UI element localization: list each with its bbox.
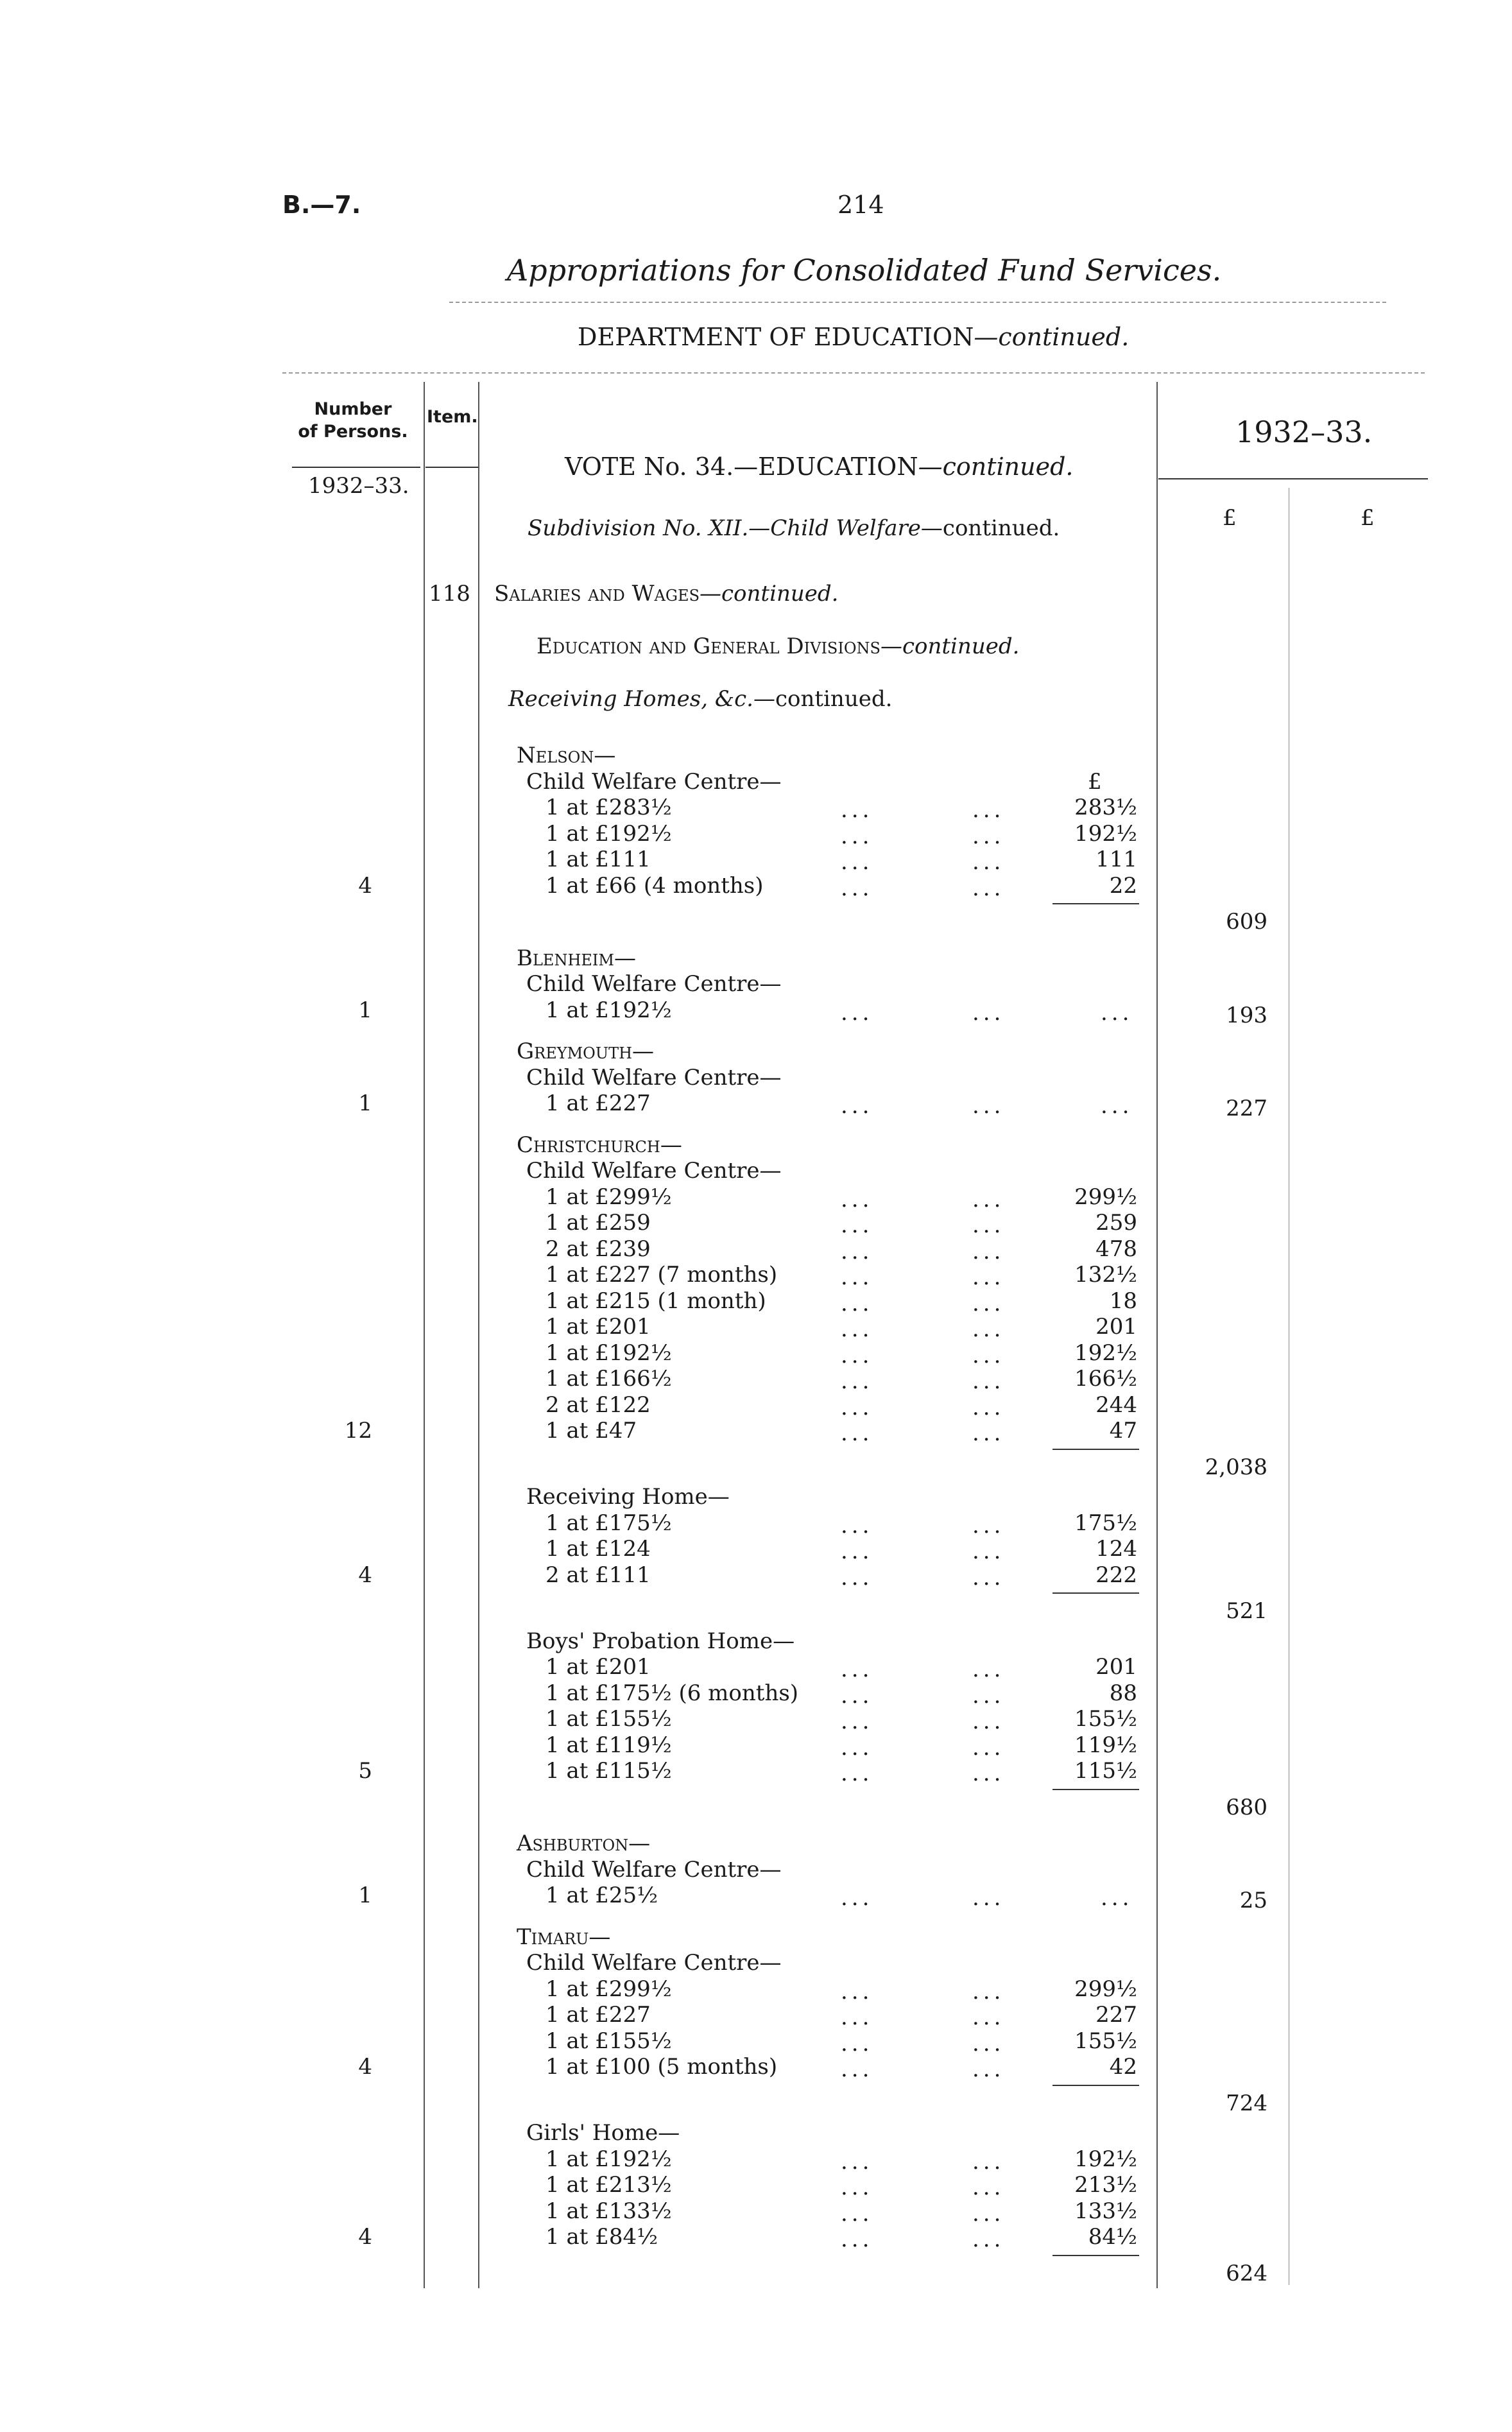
year-header-rule <box>1158 478 1428 479</box>
rate-entry: 2 at £239 <box>546 1236 651 1262</box>
rate-entry: 1 at £192½ <box>546 1340 672 1366</box>
leader-dots: ... <box>972 2005 1005 2030</box>
total-value: 624 <box>1226 2260 1267 2286</box>
leader-dots: ... <box>841 1512 873 1539</box>
subtotal-rule <box>1052 1449 1139 1450</box>
document-reference: B.—7. <box>282 191 361 219</box>
leader-dots: ... <box>841 1978 873 2005</box>
place-heading: Timaru— <box>517 1924 611 1950</box>
leader-dots: ... <box>972 849 1005 875</box>
rate-entry: 1 at £47 <box>546 1418 637 1444</box>
item-header-rule <box>425 467 478 468</box>
place-heading: Greymouth— <box>517 1039 655 1064</box>
leader-dots: ... <box>841 823 873 849</box>
rate-entry: 2 at £111 <box>546 1562 651 1588</box>
total-value: 25 <box>1239 1888 1267 1913</box>
leader-dots: ... <box>972 1657 1005 1682</box>
leader-dots: ... <box>972 2030 1005 2057</box>
rate-entry: 1 at £115½ <box>546 1758 672 1784</box>
subtotal-rule <box>1052 2255 1139 2256</box>
leader-dots: ... <box>841 849 873 875</box>
subtotal-rule <box>1052 903 1139 904</box>
leader-dots: ... <box>841 1761 873 1786</box>
amount-value: 222 <box>1095 1562 1137 1588</box>
leader-dots: ... <box>841 1564 873 1591</box>
leader-dots: ... <box>972 2148 1005 2175</box>
rate-entry: 1 at £133½ <box>546 2198 672 2224</box>
subtotal-rule <box>1052 1789 1139 1790</box>
amount-value: 18 <box>1109 1288 1137 1314</box>
rate-entry: 1 at £299½ <box>546 1976 672 2002</box>
total-value: 724 <box>1226 2090 1267 2116</box>
amount-value: 115½ <box>1074 1758 1137 1784</box>
rate-entry: 1 at £192½ <box>546 820 672 847</box>
leader-dots: ... <box>972 1394 1005 1420</box>
group-heading: Receiving Home— <box>526 1484 730 1510</box>
pound-column-1: £ <box>1223 505 1237 531</box>
leader-dots: ... <box>841 1212 873 1238</box>
persons-count: 5 <box>358 1758 372 1784</box>
persons-count: 12 <box>344 1418 372 1444</box>
amount-value: 478 <box>1095 1236 1137 1262</box>
total-value: 680 <box>1226 1794 1267 1820</box>
rate-entry: 1 at £215 (1 month) <box>546 1288 766 1314</box>
total-value: 2,038 <box>1205 1454 1267 1480</box>
leader-dots: ... <box>841 1394 873 1420</box>
leader-dots: ... <box>972 1978 1005 2005</box>
amount-value: 299½ <box>1074 1184 1137 1210</box>
rate-entry: 1 at £25½ <box>546 1883 658 1908</box>
amount-value: 213½ <box>1074 2172 1137 2198</box>
leader-dots: ... <box>972 1290 1005 1316</box>
persons-count: 4 <box>358 872 372 899</box>
leader-dots: ... <box>841 1290 873 1316</box>
amount-value: 119½ <box>1074 1732 1137 1758</box>
subdivision-heading: Subdivision No. XII.—Child Welfare—continued. <box>528 515 1060 541</box>
leader-dots: ... <box>972 2227 1005 2252</box>
leader-dots: ... <box>972 1709 1005 1734</box>
leader-dots: ... <box>972 1885 1005 1911</box>
leader-dots: ... <box>841 797 873 823</box>
group-heading: Child Welfare Centre— <box>526 1158 782 1184</box>
leader-dots: ... <box>1101 1093 1133 1119</box>
leader-dots: ... <box>972 1539 1005 1564</box>
rate-entry: 1 at £201 <box>546 1654 651 1680</box>
leader-dots: ... <box>972 823 1005 849</box>
rate-entry: 1 at £227 <box>546 2002 651 2028</box>
leader-dots: ... <box>972 1093 1005 1119</box>
leader-dots: ... <box>841 1264 873 1290</box>
place-heading: Nelson— <box>517 743 616 768</box>
rate-entry: 2 at £122 <box>546 1392 651 1418</box>
leader-dots: ... <box>972 1264 1005 1290</box>
amount-value: 259 <box>1095 1210 1137 1236</box>
divisions-heading: Education and General Divisions—continued. <box>537 634 1020 659</box>
amount-value: 155½ <box>1074 2028 1137 2054</box>
year-column-header: 1932–33. <box>1235 415 1373 449</box>
amount-value: 283½ <box>1074 795 1137 820</box>
page-title: Appropriations for Consolidated Fund Services. <box>507 253 1222 288</box>
leader-dots: ... <box>972 1564 1005 1591</box>
group-heading: Child Welfare Centre— <box>526 1856 782 1883</box>
amount-value: 124 <box>1095 1536 1137 1562</box>
salaries-heading: Salaries and Wages—continued. <box>494 581 839 607</box>
leader-dots: ... <box>972 875 1005 901</box>
persons-column-year: 1932–33. <box>308 473 409 499</box>
leader-dots: ... <box>972 1238 1005 1264</box>
amount-value: 155½ <box>1074 1706 1137 1732</box>
leader-dots: ... <box>841 1682 873 1709</box>
leader-dots: ... <box>972 1368 1005 1394</box>
rate-entry: 1 at £124 <box>546 1536 651 1562</box>
leader-dots: ... <box>972 999 1005 1026</box>
leader-dots: ... <box>972 797 1005 823</box>
rate-entry: 1 at £175½ <box>546 1510 672 1536</box>
amount-value: 175½ <box>1074 1510 1137 1536</box>
persons-count: 1 <box>358 1091 372 1116</box>
place-heading: Christchurch— <box>517 1132 682 1158</box>
page-number: 214 <box>838 191 884 219</box>
amount-value: 192½ <box>1074 1340 1137 1366</box>
persons-count: 4 <box>358 2224 372 2250</box>
leader-dots: ... <box>972 1734 1005 1761</box>
leader-dots: ... <box>1101 999 1133 1026</box>
persons-column-divider <box>424 382 425 2288</box>
department-rule <box>282 372 1425 374</box>
subtotal-rule <box>1052 1592 1139 1594</box>
amount-value: 132½ <box>1074 1262 1137 1288</box>
group-heading: Child Welfare Centre— <box>526 1064 782 1091</box>
amount-column-pound: £ <box>1088 768 1102 795</box>
total-value: 521 <box>1226 1598 1267 1624</box>
total-value: 227 <box>1226 1096 1267 1121</box>
rate-entry: 1 at £213½ <box>546 2172 672 2198</box>
persons-count: 4 <box>358 1562 372 1588</box>
amount-value: 47 <box>1109 1418 1137 1444</box>
leader-dots: ... <box>972 1212 1005 1238</box>
group-heading: Boys' Probation Home— <box>526 1628 795 1654</box>
leader-dots: ... <box>841 1342 873 1368</box>
persons-count: 4 <box>358 2054 372 2080</box>
leader-dots: ... <box>972 1682 1005 1709</box>
rate-entry: 1 at £299½ <box>546 1184 672 1210</box>
item-column-header: Item. <box>427 407 478 427</box>
leader-dots: ... <box>841 2005 873 2030</box>
amount-value: 42 <box>1109 2054 1137 2080</box>
place-heading: Blenheim— <box>517 945 636 971</box>
rate-entry: 1 at £175½ (6 months) <box>546 1680 799 1706</box>
rate-entry: 1 at £111 <box>546 847 651 872</box>
leader-dots: ... <box>972 1420 1005 1446</box>
rate-entry: 1 at £66 (4 months) <box>546 872 764 899</box>
leader-dots: ... <box>841 875 873 901</box>
leader-dots: ... <box>841 999 873 1026</box>
group-heading: Child Welfare Centre— <box>526 768 782 795</box>
persons-header-rule <box>292 467 420 468</box>
amount-value: 133½ <box>1074 2198 1137 2224</box>
leader-dots: ... <box>841 1420 873 1446</box>
leader-dots: ... <box>841 1539 873 1564</box>
group-heading: Girls' Home— <box>526 2120 680 2146</box>
subtotal-rule <box>1052 2085 1139 2086</box>
amount-value: 22 <box>1109 872 1137 899</box>
amount-value: 201 <box>1095 1314 1137 1340</box>
persons-count: 1 <box>358 997 372 1023</box>
rate-entry: 1 at £283½ <box>546 795 672 820</box>
leader-dots: ... <box>841 2175 873 2200</box>
leader-dots: ... <box>841 1186 873 1212</box>
leader-dots: ... <box>841 1238 873 1264</box>
leader-dots: ... <box>841 1734 873 1761</box>
rate-entry: 1 at £192½ <box>546 2146 672 2172</box>
amount-value: 299½ <box>1074 1976 1137 2002</box>
leader-dots: ... <box>841 1316 873 1342</box>
leader-dots: ... <box>841 1709 873 1734</box>
amount-value: 111 <box>1095 847 1137 872</box>
leader-dots: ... <box>841 1885 873 1911</box>
pound-column-2: £ <box>1361 505 1375 531</box>
title-rule <box>449 302 1386 304</box>
leader-dots: ... <box>972 1342 1005 1368</box>
persons-column-header: Number of Persons. <box>298 399 408 442</box>
amount-column-divider <box>1156 382 1158 2288</box>
leader-dots: ... <box>841 2030 873 2057</box>
amount-value: 88 <box>1109 1680 1137 1706</box>
amount-value: 192½ <box>1074 820 1137 847</box>
total-value: 609 <box>1226 909 1267 935</box>
leader-dots: ... <box>972 1186 1005 1212</box>
amount-value: 84½ <box>1088 2224 1137 2250</box>
department-heading: DEPARTMENT OF EDUCATION—continued. <box>578 323 1130 351</box>
rate-entry: 1 at £155½ <box>546 1706 672 1732</box>
leader-dots: ... <box>841 1368 873 1394</box>
rate-entry: 1 at £201 <box>546 1314 651 1340</box>
amount-value: 166½ <box>1074 1366 1137 1392</box>
rate-entry: 1 at £155½ <box>546 2028 672 2054</box>
amount-value: 244 <box>1095 1392 1137 1418</box>
item-number: 118 <box>429 581 470 607</box>
leader-dots: ... <box>972 1512 1005 1539</box>
amount-value: 192½ <box>1074 2146 1137 2172</box>
rate-entry: 1 at £259 <box>546 1210 651 1236</box>
vote-heading: VOTE No. 34.—EDUCATION—continued. <box>565 453 1074 481</box>
leader-dots: ... <box>1101 1885 1133 1911</box>
leader-dots: ... <box>841 2200 873 2227</box>
group-heading: Child Welfare Centre— <box>526 1950 782 1976</box>
amount-value: 201 <box>1095 1654 1137 1680</box>
persons-count: 1 <box>358 1883 372 1908</box>
leader-dots: ... <box>841 2227 873 2252</box>
leader-dots: ... <box>841 2148 873 2175</box>
rate-entry: 1 at £192½ <box>546 997 672 1023</box>
group-heading: Child Welfare Centre— <box>526 971 782 997</box>
rate-entry: 1 at £100 (5 months) <box>546 2054 778 2080</box>
item-column-divider <box>478 382 479 2288</box>
leader-dots: ... <box>841 1093 873 1119</box>
rate-entry: 1 at £227 <box>546 1091 651 1116</box>
rate-entry: 1 at £119½ <box>546 1732 672 1758</box>
leader-dots: ... <box>972 1761 1005 1786</box>
leader-dots: ... <box>972 2057 1005 2082</box>
total-value: 193 <box>1226 1002 1267 1028</box>
place-heading: Ashburton— <box>517 1831 651 1856</box>
leader-dots: ... <box>841 1657 873 1682</box>
rate-entry: 1 at £84½ <box>546 2224 658 2250</box>
rate-entry: 1 at £166½ <box>546 1366 672 1392</box>
rate-entry: 1 at £227 (7 months) <box>546 1262 778 1288</box>
receiving-heading: Receiving Homes, &c.—continued. <box>508 686 893 712</box>
leader-dots: ... <box>972 1316 1005 1342</box>
amount-value: 227 <box>1095 2002 1137 2028</box>
leader-dots: ... <box>972 2200 1005 2227</box>
leader-dots: ... <box>841 2057 873 2082</box>
leader-dots: ... <box>972 2175 1005 2200</box>
